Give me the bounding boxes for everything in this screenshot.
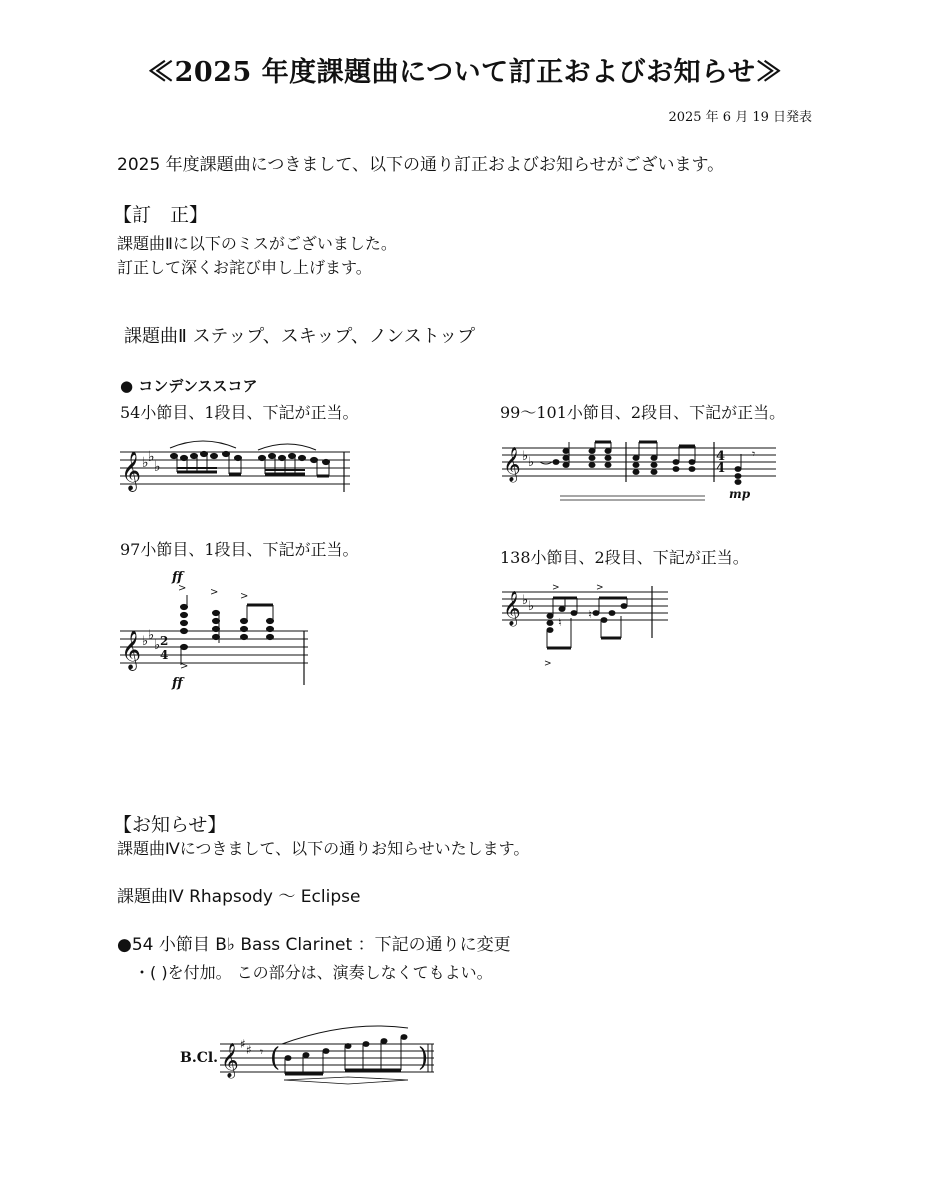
- example-caption-54: 54小節目、1段目、下記が正当。: [120, 403, 359, 422]
- svg-text:♭: ♭: [148, 628, 155, 643]
- music-example-138: [500, 578, 675, 670]
- svg-text:>: >: [240, 591, 249, 602]
- svg-text:♯: ♯: [246, 1043, 252, 1057]
- svg-text:>: >: [596, 583, 604, 593]
- music-example-97: [118, 565, 313, 690]
- svg-text:>: >: [552, 583, 560, 593]
- intro-text: 2025 年度課題曲につきまして、以下の通り訂正およびお知らせがございます。: [117, 155, 725, 175]
- instrument-label: B.Cl.: [180, 1050, 219, 1066]
- bass-clarinet-example: [218, 1022, 440, 1088]
- svg-text:𝄾: 𝄾: [752, 447, 756, 461]
- svg-text:2: 2: [160, 634, 169, 648]
- dynamic-ff-bottom: ff: [172, 676, 183, 691]
- correction-line-2: 訂正して深くお詫び申し上げます。: [117, 258, 372, 277]
- svg-text:4: 4: [160, 648, 169, 662]
- svg-text:♮: ♮: [588, 608, 592, 621]
- notice-item-54: ●54 小節目 B♭ Bass Clarinet ：下記の通りに変更: [117, 935, 511, 955]
- announcement-date: 2025 年 6 月 19 日発表: [668, 110, 812, 125]
- treble-clef-icon: 𝄞: [503, 591, 521, 626]
- condensed-score-heading: ● コンデンススコア: [120, 377, 258, 395]
- treble-clef-icon: 𝄞: [221, 1043, 239, 1078]
- treble-clef-icon: 𝄞: [503, 447, 521, 482]
- notice-line: 課題曲Ⅳにつきまして、以下の通りお知らせいたします。: [117, 839, 530, 858]
- piece-title-2: 課題曲Ⅱ ステップ、スキップ、ノンストップ: [124, 326, 476, 347]
- svg-text:♭: ♭: [154, 638, 161, 653]
- svg-text:♭: ♭: [522, 449, 529, 464]
- open-paren: (: [270, 1043, 281, 1073]
- svg-text:>: >: [178, 583, 187, 594]
- correction-heading: 【訂 正】: [113, 204, 209, 226]
- svg-text:♭: ♭: [522, 593, 529, 608]
- svg-text:>: >: [544, 659, 552, 669]
- correction-line-1: 課題曲Ⅱに以下のミスがございました。: [117, 234, 397, 253]
- svg-text:4: 4: [716, 449, 726, 464]
- treble-clef-icon: 𝄞: [121, 630, 142, 670]
- notice-sub-item: ・( )を付加。 この部分は、演奏しなくてもよい。: [134, 963, 493, 982]
- svg-text:♭: ♭: [142, 455, 149, 471]
- close-paren: ): [418, 1043, 429, 1073]
- piece-title-4: 課題曲Ⅳ Rhapsody ～ Eclipse: [117, 887, 361, 907]
- svg-text:♭: ♭: [154, 459, 161, 475]
- svg-text:>: >: [210, 587, 219, 598]
- example-caption-97: 97小節目、1段目、下記が正当。: [120, 540, 359, 559]
- svg-text:4: 4: [716, 461, 726, 476]
- svg-text:♮: ♮: [558, 616, 562, 629]
- dynamic-ff-top: ff: [172, 570, 183, 585]
- svg-text:♯: ♯: [240, 1037, 246, 1051]
- page-title: ≪2025 年度課題曲について訂正およびお知らせ≫: [147, 57, 783, 88]
- notice-heading: 【お知らせ】: [113, 814, 227, 836]
- example-caption-138: 138小節目、2段目、下記が正当。: [500, 548, 749, 567]
- example-caption-99-101: 99～101小節目、2段目、下記が正当。: [500, 403, 786, 422]
- dynamic-mp: mp: [729, 487, 751, 501]
- svg-text:𝄾: 𝄾: [260, 1045, 264, 1059]
- music-example-54: [118, 432, 358, 496]
- treble-clef-icon: 𝄞: [121, 451, 142, 491]
- music-example-99-101: [500, 434, 785, 506]
- svg-text:♭: ♭: [528, 599, 535, 614]
- svg-text:♭: ♭: [148, 449, 155, 465]
- svg-text:>: >: [180, 661, 189, 672]
- svg-text:♭: ♭: [142, 634, 149, 649]
- svg-text:♭: ♭: [528, 455, 535, 470]
